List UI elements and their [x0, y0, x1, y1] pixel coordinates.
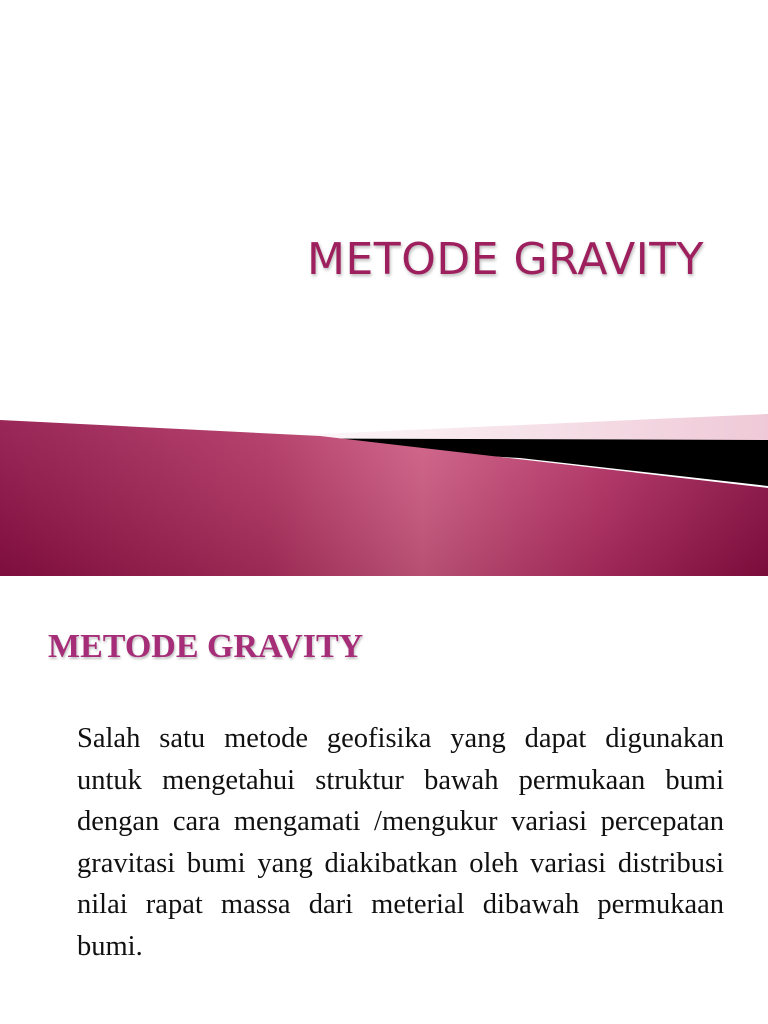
content-slide-heading: METODE GRAVITY	[48, 628, 364, 665]
content-slide	[0, 576, 768, 1024]
title-slide-heading: METODE GRAVITY	[307, 234, 704, 285]
content-slide-body: Salah satu metode geofisika yang dapat digunakan untuk mengetahui struktur bawah permukaan bumi dengan cara mengamati /mengukur variasi percepatan gravitasi bumi yang diakibatkan oleh variasi distribusi nilai rapat massa dari meterial dibawah permukaan bumi.	[77, 723, 724, 962]
